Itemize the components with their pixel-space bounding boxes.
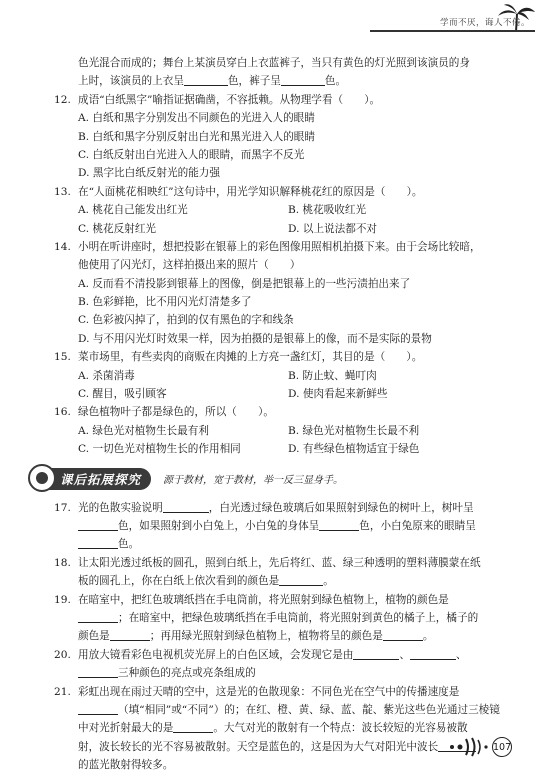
question-14-stem-cont: 他使用了闪光灯，这样拍摄出来的照片（ ） — [78, 259, 301, 272]
option-b[interactable]: B. 绿色光对植物生长最不利 — [288, 424, 420, 437]
options-row — [54, 367, 510, 385]
header-motto: 学而不厌，诲人不倦。 — [440, 18, 531, 28]
question-18: 18. 让太阳光透过纸板的圆孔，照到白纸上，先后将红、蓝、绿三种透明的塑料薄膜蒙在纸 — [54, 556, 481, 569]
answer-blank[interactable] — [353, 647, 399, 660]
option-d[interactable]: D. 有些绿色植物适宜于绿色 — [288, 443, 420, 456]
question-13-stem: 13. 在“人面桃花相映红”这句诗中，用光学知识解释桃花红的原因是（ ）。 — [54, 185, 423, 198]
option-a[interactable]: A. 白纸和黑字分别发出不同颜色的光进入人的眼睛 — [78, 112, 315, 125]
header-rule — [370, 30, 535, 32]
option-c[interactable]: C. 醒目，吸引顾客 — [78, 388, 167, 401]
question-15-stem: 15. 菜市场里，有些卖肉的商贩在肉摊的上方亮一盏红灯，其目的是（ ）。 — [54, 351, 423, 364]
answer-blank[interactable] — [78, 665, 118, 678]
answer-blank[interactable] — [279, 573, 323, 586]
option-b[interactable]: B. 桃花吸收红光 — [288, 204, 367, 217]
option-d[interactable]: D. 与不用闪光灯时效果一样，因为拍摄的是银幕上的像，而不是实际的景物 — [78, 332, 432, 345]
question-21-cont: （填“相同”或“不同”）的；在红、橙、黄、绿、蓝、靛、紫光这些色光通过三棱镜 — [54, 701, 510, 719]
answer-blank[interactable] — [78, 518, 118, 531]
question-21-cont: 射，波长较长的光不容易被散射。天空是蓝色的，这是因为大气对阳光中波长 — [54, 738, 510, 756]
option-b[interactable]: B. 防止蚊、蝇叮肉 — [288, 369, 377, 382]
question-17-cont: 色，如果照射到小白兔上，小白兔的身体呈 色，小白兔原来的眼睛呈 — [54, 517, 510, 535]
question-19-cont: ；在暗室中，把绿色玻璃纸挡在手电筒前，将光照射到黄色的橘子上，橘子的 — [54, 609, 510, 627]
answer-blank[interactable] — [78, 610, 118, 623]
section-note: 源于教材，宽于教材，举一反三显身手。 — [163, 475, 344, 487]
section-badge — [34, 468, 151, 490]
options-row — [54, 201, 510, 219]
magnifier-badge-icon — [28, 464, 56, 492]
answer-blank[interactable] — [110, 628, 150, 641]
answer-blank[interactable] — [410, 647, 456, 660]
options-row — [54, 220, 510, 238]
option-c[interactable]: C. 色彩被闪掉了，拍到的仅有黑色的字和线条 — [78, 314, 294, 327]
text-line: 上时，该演员的上衣呈 色，裤子呈 色。 — [78, 75, 347, 88]
option-a[interactable]: A. 桃花自己能发出红光 — [78, 204, 188, 217]
question-21-cont: 中对光折射最大的是 。大气对光的散射有一个特点：波长较短的光容易被散 — [78, 722, 468, 735]
question-21-cont: 的蓝光散射得较多。 — [78, 759, 174, 772]
answer-blank[interactable] — [78, 702, 118, 715]
question-12-stem: 12. 成语“白纸黑字”喻指证据确凿，不容抵赖。从物理学看（ ）。 — [54, 93, 381, 106]
option-d[interactable]: D. 使肉看起来新鲜些 — [288, 388, 388, 401]
question-20: 20. 用放大镜看彩色电视机荧光屏上的白色区域，会发现它是由 、 、 — [54, 648, 467, 661]
option-c[interactable]: C. 白纸反射出白光进入人的眼睛，而黑字不反光 — [78, 148, 305, 161]
option-c[interactable]: C. 一切色光对植物生长的作用相同 — [78, 443, 241, 456]
answer-blank[interactable] — [78, 536, 118, 549]
section-header — [34, 465, 510, 493]
page-body — [54, 54, 510, 774]
question-16-stem: 16. 绿色植物叶子都是绿色的，所以（ ）。 — [54, 406, 274, 419]
question-21: 21. 彩虹出现在雨过天晴的空中，这是光的色散现象：不同色光在空气中的传播速度是 — [54, 685, 460, 698]
question-19-cont: 颜色是 ；再用绿光照射到绿色植物上，植物将呈的颜色是 。 — [78, 630, 434, 643]
page-number: 107 — [492, 737, 512, 757]
answer-blank[interactable] — [319, 518, 359, 531]
page-header — [0, 0, 541, 48]
answer-blank[interactable] — [163, 500, 209, 513]
question-18-cont: 板的圆孔上，你在白纸上依次看到的颜色是 。 — [78, 575, 334, 588]
option-a[interactable]: A. 绿色光对植物生长最有利 — [78, 424, 209, 437]
question-17-cont: 色。 — [54, 535, 510, 553]
option-b[interactable]: B. 白纸和黑字分别反射出白光和黑光进入人的眼睛 — [78, 130, 315, 143]
text-line: 色光混合而成的；舞台上某演员穿白上衣蓝裤子，当只有黄色的灯光照到该演员的身 — [78, 57, 470, 69]
options-row — [54, 385, 510, 403]
option-c[interactable]: C. 桃花反射红光 — [78, 222, 157, 235]
question-14-stem: 14. 小明在听讲座时，想把投影在银幕上的彩色图像用照相机拍摄下来。由于会场比较暗， — [54, 240, 481, 253]
options-row — [54, 440, 510, 458]
option-a[interactable]: A. 反而看不清投影到银幕上的图像，倒是把银幕上的一些污渍拍出来了 — [78, 277, 411, 290]
question-19: 19. 在暗室中，把红色玻璃纸挡在手电筒前，将光照射到绿色植物上，植物的颜色是 — [54, 593, 449, 606]
option-d[interactable]: D. 以上说法都不对 — [288, 222, 378, 235]
answer-blank[interactable] — [281, 73, 325, 86]
answer-blank[interactable] — [173, 720, 213, 733]
option-a[interactable]: A. 杀菌消毒 — [78, 369, 135, 382]
answer-blank[interactable] — [184, 73, 228, 86]
option-d[interactable]: D. 黑字比白纸反射光的能力强 — [78, 167, 220, 180]
question-17: 17. 光的色散实验说明 ，白光透过绿色玻璃后如果照射到绿色的树叶上，树叶呈 — [54, 501, 474, 514]
answer-blank[interactable] — [383, 628, 423, 641]
options-row — [54, 422, 510, 440]
question-20-cont: 三种颜色的亮点或亮条组成的 — [54, 664, 510, 682]
option-b[interactable]: B. 色彩鲜艳，比不用闪光灯清楚多了 — [78, 296, 252, 309]
section-title: 课后拓展探究 — [60, 471, 142, 487]
